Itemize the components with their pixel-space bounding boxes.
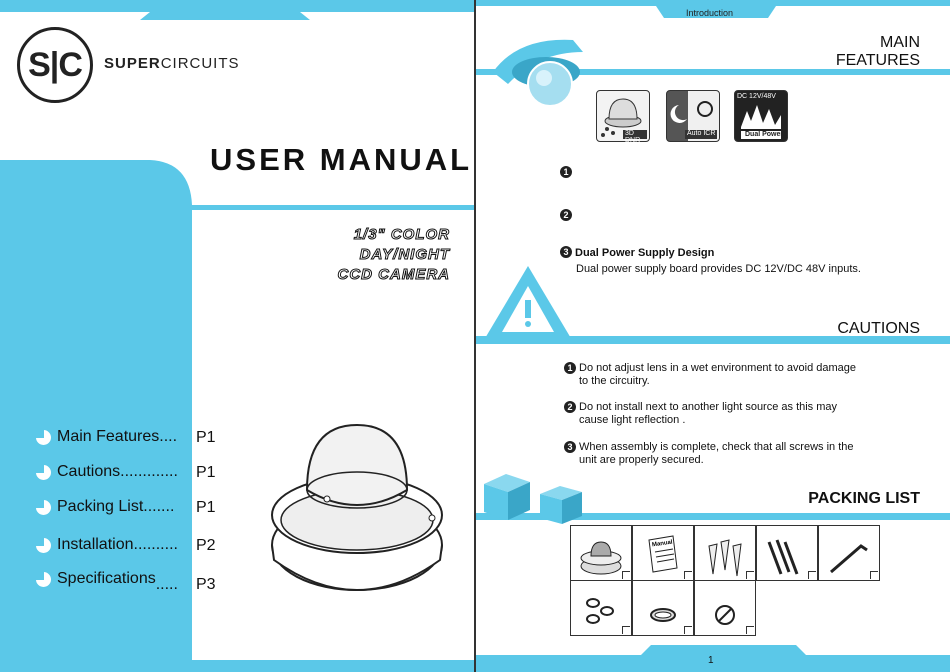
toc-page: P3 [196, 576, 216, 593]
toc-page: P2 [196, 537, 216, 554]
toc-page: P1 [196, 499, 216, 516]
brand-regular: CIRCUITS [160, 55, 240, 72]
feature-icon-dual-power [734, 90, 788, 142]
cell-corner [870, 571, 878, 579]
bullet-icon [36, 465, 51, 480]
toc-page: P1 [196, 464, 216, 481]
toc-label: Installation [57, 536, 134, 553]
toc-item-main-features[interactable] [36, 428, 177, 446]
title-line: MAIN [880, 34, 920, 51]
cell-corner [746, 571, 754, 579]
feature-title: Dual Power Supply Design [575, 247, 715, 259]
caution-1 [564, 362, 894, 388]
toc-dots: ....... [143, 498, 175, 515]
toc-dots: ............. [120, 463, 178, 480]
caution-2 [564, 401, 894, 427]
dome-camera-illustration [262, 420, 452, 600]
number-badge: 1 [564, 362, 576, 374]
packing-item-screw-cap [694, 580, 756, 636]
toc-page: P1 [196, 429, 216, 446]
toc-item-cautions[interactable] [36, 463, 178, 481]
subtitle-line-2: DAY/NIGHT [359, 246, 450, 263]
toc-label: Main Features [57, 428, 160, 445]
number-badge: 2 [560, 209, 572, 221]
boxes-icon [482, 468, 592, 526]
packing-item-manual [632, 525, 694, 581]
right-page [476, 0, 950, 672]
bullet-icon [36, 430, 51, 445]
feature-icon-label: Dual Power [745, 131, 784, 138]
caution-line: cause light reflection . [579, 414, 686, 426]
cautions-title: CAUTIONS [837, 320, 920, 337]
toc-label: Packing List [57, 498, 144, 515]
toc-dots: ..... [155, 576, 178, 593]
manual-title: USER MANUAL [210, 142, 473, 177]
bullet-icon [36, 500, 51, 515]
toc-dots: .......... [133, 536, 178, 553]
logo-text: S|C [28, 45, 82, 84]
caution-line: to the circuitry. [579, 375, 650, 387]
header-introduction: Introduction [686, 8, 734, 18]
toc-label: Specifications [57, 570, 156, 587]
feature-2 [560, 206, 575, 224]
main-features-title [836, 34, 920, 70]
caution-line: When assembly is complete, check that all screws in the [579, 441, 854, 453]
number-badge: 2 [564, 401, 576, 413]
feature-icon-3d-dnr [596, 90, 650, 142]
packing-item-camera [570, 525, 632, 581]
warning-icon [482, 262, 574, 342]
ceiling-dome-icon [488, 22, 598, 112]
feature-description: Dual power supply board provides DC 12V/DC 48V inputs. [576, 263, 861, 275]
packing-item-allen-key [818, 525, 880, 581]
manual-label: Manual [651, 539, 673, 549]
bullet-icon [36, 572, 51, 587]
number-badge: 3 [564, 441, 576, 453]
packing-item-screws [756, 525, 818, 581]
feature-icon-label: 3D DNR [625, 130, 641, 144]
packing-list-title: PACKING LIST [808, 490, 920, 507]
feature-icon-top-label: DC 12V/48V [737, 93, 776, 100]
left-page [0, 0, 474, 672]
caution-line: unit are properly secured. [579, 454, 704, 466]
brand-bold: SUPER [104, 55, 161, 72]
toc-item-packing-list[interactable] [36, 498, 174, 516]
caution-line: Do not adjust lens in a wet environment to avoid damage [579, 362, 856, 374]
number-badge: 3 [560, 246, 572, 258]
brand-name [104, 55, 240, 72]
feature-icon-auto-icr [666, 90, 720, 142]
feature-icon-label: Auto ICR [687, 130, 716, 137]
number-badge: 1 [560, 166, 572, 178]
packing-item-o-rings [570, 580, 632, 636]
page-number: 1 [708, 655, 714, 666]
toc-item-specifications[interactable] [36, 570, 178, 593]
toc-label: Cautions [57, 463, 121, 480]
cell-corner [684, 571, 692, 579]
packing-item-ring [632, 580, 694, 636]
subtitle-line-1: 1/3" COLOR [353, 226, 450, 243]
cell-corner [622, 571, 630, 579]
cell-corner [808, 571, 816, 579]
title-line: FEATURES [835, 52, 920, 69]
feature-1 [560, 163, 575, 181]
cell-corner [622, 626, 630, 634]
cell-corner [746, 626, 754, 634]
packing-item-anchors [694, 525, 756, 581]
cell-corner [684, 626, 692, 634]
feature-3 [560, 243, 861, 275]
bullet-icon [36, 538, 51, 553]
subtitle-line-3: CCD CAMERA [337, 266, 450, 283]
toc-dots: .... [159, 428, 178, 445]
caution-line: Do not install next to another light source as this may [579, 401, 838, 413]
logo [17, 27, 93, 103]
toc-item-installation[interactable] [36, 536, 178, 554]
caution-3 [564, 441, 894, 467]
